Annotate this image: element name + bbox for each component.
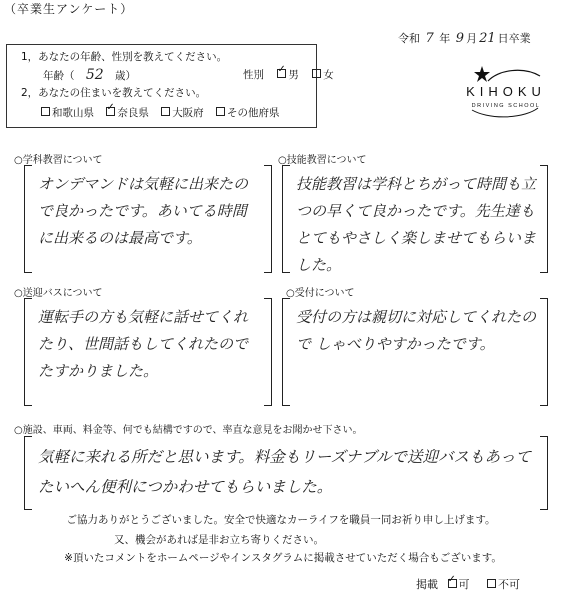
technical-section-title: ○技能教習について <box>278 155 367 166</box>
graduation-date <box>398 30 531 46</box>
male-checkbox[interactable] <box>277 69 286 78</box>
academic-comment-box <box>24 165 272 271</box>
bracket-right <box>264 165 272 273</box>
nara-checkbox[interactable] <box>106 107 115 116</box>
reception-comment: 受付の方は親切に対応してくれたので しゃべりやすかったです。 <box>296 308 537 353</box>
date-month: 9 <box>455 31 465 46</box>
bus-section-title: ○送迎バスについて <box>14 288 103 299</box>
academic-comment: オンデマンドは気軽に出来たので良かったです。あいてる時間に出来るのは最高です。 <box>38 175 249 247</box>
female-checkbox[interactable] <box>312 69 321 78</box>
bracket-left <box>24 436 32 510</box>
survey-title: （卒業生アンケート） <box>4 2 134 16</box>
reception-comment-box <box>282 298 548 404</box>
bracket-right <box>540 436 548 510</box>
allow-checkbox[interactable] <box>448 579 457 588</box>
logo-text: KIHOKU <box>466 84 546 99</box>
wakayama-checkbox[interactable] <box>41 107 50 116</box>
question-2: 2，あなたの住まいを教えてください。 <box>21 87 207 99</box>
bracket-right <box>540 298 548 406</box>
technical-comment: 技能教習は学科とちがって時間も立つの早くて良かったです。先生達もとてもやさしく楽しませてもらいました。 <box>296 175 537 274</box>
gender-option-female[interactable]: 女 <box>312 69 334 81</box>
permission-allow[interactable]: ✓ 可 <box>448 578 470 591</box>
residence-other[interactable]: その他府県 <box>216 107 280 119</box>
bracket-left <box>282 165 290 273</box>
age-row <box>43 67 136 83</box>
date-day: 21 <box>479 31 496 46</box>
reception-section-title: ○受付について <box>286 288 355 299</box>
technical-comment-box <box>282 165 548 274</box>
date-year: 7 <box>425 31 434 46</box>
bus-comment-box <box>24 298 272 404</box>
date-month-unit: 月 <box>466 32 478 45</box>
general-comment: 気軽に来れる所だと思います。料金もリーズナブルで送迎バスもあって たいへん便利につかわせてもらいました。 <box>38 448 531 496</box>
academic-section-title: ○学科教習について <box>14 155 103 166</box>
gender-option-male[interactable]: ✓ 男 <box>277 69 299 81</box>
thank-you-message: ご協力ありがとうございました。安全で快適なカーライフを職員一同お祈り申し上げます。 <box>66 514 496 526</box>
other-checkbox[interactable] <box>216 107 225 116</box>
date-year-unit: 年 <box>439 32 451 45</box>
deny-checkbox[interactable] <box>487 579 496 588</box>
profile-questions-box <box>6 44 334 128</box>
permission-label: 掲載 <box>416 578 438 591</box>
visit-again-message: 又、機会があれば是非お立ち寄りください。 <box>114 534 324 546</box>
bracket-left <box>282 298 290 406</box>
date-era: 令和 <box>398 32 420 45</box>
bracket-right <box>540 165 548 273</box>
age-value[interactable]: 52 <box>85 67 104 83</box>
general-section-title: ○施設、車両、料金等、何でも結構ですので、率直な意見をお聞かせ下さい。 <box>14 425 363 436</box>
gender-label: 性別 <box>243 69 264 81</box>
age-label: 年齢（ <box>43 70 75 82</box>
bus-comment: 運転手の方も気軽に話せてくれたり、世間話もしてくれたので たすかりました。 <box>38 308 249 380</box>
residence-wakayama[interactable]: 和歌山県 <box>41 107 94 119</box>
bracket-left <box>24 165 32 273</box>
permission-deny[interactable]: 不可 <box>487 578 520 591</box>
logo-subtext: DRIVING SCHOOL <box>471 103 541 109</box>
residence-row <box>41 105 280 120</box>
kihoku-logo <box>458 58 554 124</box>
osaka-checkbox[interactable] <box>161 107 170 116</box>
bracket-left <box>24 298 32 406</box>
publication-permission <box>416 576 520 592</box>
general-comment-box <box>24 436 548 508</box>
publication-notice: ※頂いたコメントをホームページやインスタグラムに掲載させていただく場合もございます。 <box>64 552 502 564</box>
residence-osaka[interactable]: 大阪府 <box>161 107 204 119</box>
question-1: 1，あなたの年齢、性別を教えてください。 <box>21 51 228 63</box>
age-suffix: 歳） <box>115 70 137 82</box>
gender-row <box>243 67 334 82</box>
residence-nara[interactable]: ✓ 奈良県 <box>106 107 149 119</box>
bracket-right <box>264 298 272 406</box>
date-day-suffix: 日卒業 <box>497 32 531 45</box>
